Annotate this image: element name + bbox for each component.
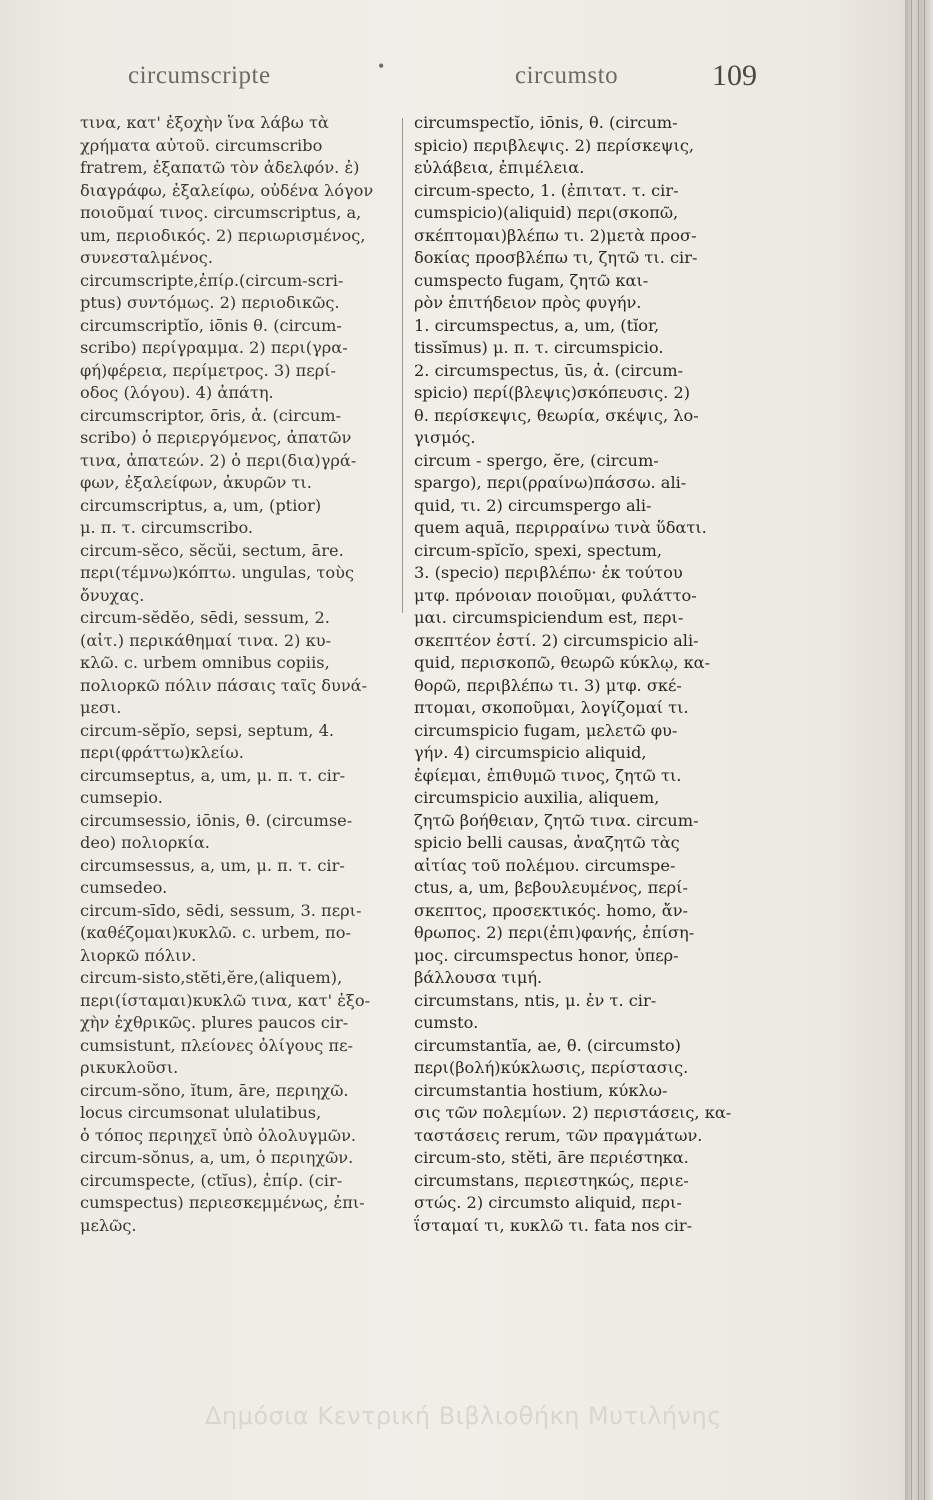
text-line: περι(ίσταμαι)κυκλῶ τινα, κατ' ἐξο- — [80, 990, 371, 1010]
text-line: πτομαι, σκοποῦμαι, λογίζομαί τι. — [414, 698, 689, 717]
text-line: σκέπτομαι)βλέπω τι. 2)μετὰ προσ- — [414, 225, 697, 245]
text-line: quid, τι. 2) circumspergo ali- — [414, 495, 652, 515]
text-line: cumsepio. — [80, 788, 163, 807]
text-line: circum-sto, stĕti, āre περιέστηκα. — [414, 1148, 689, 1167]
text-line: spargo), περι(ρραίνω)πάσσω. ali- — [414, 473, 687, 492]
text-line: circum-sīdo, sēdi, sessum, 3. περι- — [80, 900, 362, 920]
text-line: εὐλάβεια, ἐπιμέλεια. — [414, 158, 585, 177]
text-line: fratrem, ἐξαπατῶ τὸν ἀδελφόν. ἐ) — [80, 158, 360, 177]
text-line: circumsessio, iōnis, θ. (circumse- — [80, 810, 353, 830]
text-line: circumspectĭo, iōnis, θ. (circum- — [414, 113, 678, 132]
text-line: deo) πολιορκία. — [80, 833, 210, 852]
text-line: χὴν ἐχθρικῶς. plures paucos cir- — [80, 1013, 349, 1032]
text-line: circumscriptĭo, iōnis θ. (circum- — [80, 315, 342, 335]
text-line: μ. π. τ. circumscribo. — [80, 518, 254, 537]
text-line: γισμός. — [414, 428, 476, 447]
text-line: cumsto. — [414, 1013, 479, 1032]
header-right-guideword: circumsto — [515, 62, 619, 89]
text-line: ζητῶ βοήθειαν, ζητῶ τινα. circum- — [414, 810, 699, 830]
text-line: circum-sĕdĕo, sēdi, sessum, 2. — [80, 608, 330, 627]
text-line: θρωπος. 2) περι(ἐπι)φανής, ἐπίση- — [414, 923, 695, 942]
text-line: συνεσταλμένος. — [80, 248, 214, 267]
text-line: circumseptus, a, um, μ. π. τ. cir- — [80, 765, 346, 785]
text-line: circum-spĭcĭo, spexi, spectum, — [414, 540, 663, 560]
text-line: um, περιοδικός. 2) περιωρισμένος, — [80, 225, 366, 245]
text-line: σις τῶν πολεμίων. 2) περιστάσεις, κα- — [414, 1103, 732, 1122]
text-line: locus circumsonat ululatibus, — [80, 1103, 322, 1122]
text-line: circumstantĭa, ae, θ. (circumsto) — [414, 1035, 681, 1055]
text-line: ὄνυχας. — [80, 585, 145, 605]
text-line: σκεπτος, προσεκτικός. homo, ἄν- — [414, 900, 689, 920]
text-line: 2. circumspectus, ūs, ἀ. (circum- — [414, 360, 684, 380]
text-line: ctus, a, um, βεβουλευμένος, περί- — [414, 878, 688, 897]
text-line: ρὸν ἐπιτήδειον πρὸς φυγήν. — [414, 293, 642, 312]
text-line: πολιορκῶ πόλιν πάσαις ταῖς δυνά- — [80, 675, 368, 695]
text-line: διαγράφω, ἐξαλείφω, οὐδένα λόγον — [80, 180, 374, 200]
header-left-guideword: circumscripte — [128, 62, 271, 89]
text-line: cumspectus) περιεσκεμμένως, ἐπι- — [80, 1193, 365, 1212]
text-line: λιορκῶ πόλιν. — [80, 945, 197, 965]
text-line: circumstans, ntis, μ. ἐν τ. cir- — [414, 990, 657, 1010]
text-line: circum - spergo, ĕre, (circum- — [414, 450, 659, 470]
library-watermark: Δημόσια Κεντρική Βιβλιοθήκη Μυτιλήνης — [205, 1402, 722, 1430]
text-line: circumscripte,ἐπίρ.(circum-scri- — [80, 270, 344, 290]
text-line: χρήματα αὐτοῦ. circumscribo — [80, 135, 323, 155]
header-dot: • — [378, 56, 385, 76]
text-line: μεσι. — [80, 698, 122, 717]
text-line: cumsedeo. — [80, 878, 168, 897]
text-line: θ. περίσκεψις, θεωρία, σκέψις, λο- — [414, 405, 699, 425]
text-line: circum-sĕpĭo, sepsi, septum, 4. — [80, 720, 335, 740]
text-line: ἐφίεμαι, ἐπιθυμῶ τινος, ζητῶ τι. — [414, 765, 682, 785]
text-line: ταστάσεις rerum, τῶν πραγμάτων. — [414, 1125, 703, 1145]
text-line: circumstantia hostium, κύκλω- — [414, 1080, 668, 1100]
text-line: περι(βολή)κύκλωσις, περίστασις. — [414, 1058, 689, 1077]
text-line: cumspecto fugam, ζητῶ και- — [414, 270, 649, 290]
text-line: circumstans, περιεστηκώς, περιε- — [414, 1170, 689, 1190]
text-line: cumspicio)(aliquid) περι(σκοπῶ, — [414, 203, 679, 222]
page-number: 109 — [712, 59, 757, 92]
text-line: κλῶ. c. urbem omnibus copiis, — [80, 653, 330, 672]
text-line: μελῶς. — [80, 1215, 137, 1235]
text-line: μος. circumspectus honor, ὑπερ- — [414, 945, 679, 965]
text-line: μτφ. πρόνοιαν ποιοῦμαι, φυλάττο- — [414, 585, 697, 605]
text-line: spicio) περί(βλεψις)σκόπευσις. 2) — [414, 383, 691, 402]
text-line: μαι. circumspiciendum est, περι- — [414, 608, 684, 627]
text-line: περι(τέμνω)κόπτω. ungulas, τοὺς — [80, 563, 355, 582]
text-line: θορῶ, περιβλέπω τι. 3) μτφ. σκέ- — [414, 675, 682, 695]
text-line: circumspicio fugam, μελετῶ φυ- — [414, 720, 678, 740]
text-line: ὁ τόπος περιηχεῖ ὑπὸ ὀλολυγμῶν. — [80, 1125, 357, 1145]
text-line: φων, ἐξαλείφων, ἀκυρῶν τι. — [80, 473, 312, 492]
text-line: γήν. 4) circumspicio aliquid, — [414, 743, 647, 762]
text-line: quid, περισκοπῶ, θεωρῶ κύκλῳ, κα- — [414, 653, 711, 672]
left-column — [80, 112, 400, 1237]
right-column — [414, 112, 786, 1237]
text-line: scribo) ὁ περιεργόμενος, ἀπατῶν — [80, 428, 352, 447]
text-line: circum-specto, 1. (ἐπιτατ. τ. cir- — [414, 180, 679, 200]
text-line: τινα, κατ' ἐξοχὴν ἵνα λάβω τὰ — [80, 113, 329, 132]
text-line: 1. circumspectus, a, um, (tĭor, — [414, 315, 660, 335]
text-line: circum-sĕco, sĕcŭi, sectum, āre. — [80, 540, 344, 560]
text-line: quem aquā, περιρραίνω τινὰ ὕδατι. — [414, 518, 707, 537]
text-line: circumscriptus, a, um, (ptior) — [80, 495, 322, 515]
text-line: φή)φέρεια, περίμετρος. 3) περί- — [80, 360, 337, 380]
text-line: βάλλουσα τιμή. — [414, 968, 543, 987]
text-line: 3. (specio) περιβλέπω· ἐκ τούτου — [414, 563, 683, 582]
text-line: ptus) συντόμως. 2) περιοδικῶς. — [80, 293, 340, 312]
text-line: spicio) περιβλεψις. 2) περίσκεψις, — [414, 135, 695, 155]
text-line: circum-sisto,stĕti,ĕre,(aliquem), — [80, 968, 343, 987]
column-divider — [402, 118, 403, 613]
text-line: ποιοῦμαί τινος. circumscriptus, a, — [80, 203, 362, 222]
page-edge — [905, 0, 933, 1500]
text-line: spicio belli causas, ἀναζητῶ τὰς — [414, 833, 680, 852]
text-line: (αἰτ.) περικάθημαί τινα. 2) κυ- — [80, 630, 332, 650]
text-line: circum-sŏno, ĭtum, āre, περιηχῶ. — [80, 1080, 349, 1100]
text-line: τινα, ἀπατεών. 2) ὁ περι(δια)γρά- — [80, 450, 357, 470]
text-line: περι(φράττω)κλείω. — [80, 743, 244, 762]
text-line: στώς. 2) circumsto aliquid, περι- — [414, 1193, 682, 1212]
running-header — [0, 56, 905, 102]
text-line: (καθέζομαι)κυκλῶ. c. urbem, πο- — [80, 923, 351, 942]
text-line: ΐσταμαί τι, κυκλῶ τι. fata nos cir- — [414, 1215, 693, 1235]
text-line: αἰτίας τοῦ πολέμου. circumspe- — [414, 855, 676, 875]
text-line: scribo) περίγραμμα. 2) περι(γρα- — [80, 338, 348, 357]
text-line: circum-sŏnus, a, um, ὁ περιηχῶν. — [80, 1148, 354, 1167]
text-line: ρικυκλοῦσι. — [80, 1058, 179, 1077]
text-line: δοκίας προσβλέπω τι, ζητῶ τι. cir- — [414, 248, 698, 267]
text-line: circumspicio auxilia, aliquem, — [414, 788, 660, 807]
text-line: cumsistunt, πλείονες ὀλίγους πε- — [80, 1035, 353, 1055]
text-line: circumsessus, a, um, μ. π. τ. cir- — [80, 855, 345, 875]
text-line: οδος (λόγου). 4) ἀπάτη. — [80, 383, 274, 402]
text-line: σκεπτέον ἐστί. 2) circumspicio ali- — [414, 630, 699, 650]
text-line: circumspecte, (ctĭus), ἐπίρ. (cir- — [80, 1170, 343, 1190]
text-line: tissĭmus) μ. π. τ. circumspicio. — [414, 338, 664, 357]
text-line: circumscriptor, ōris, ἀ. (circum- — [80, 405, 342, 425]
